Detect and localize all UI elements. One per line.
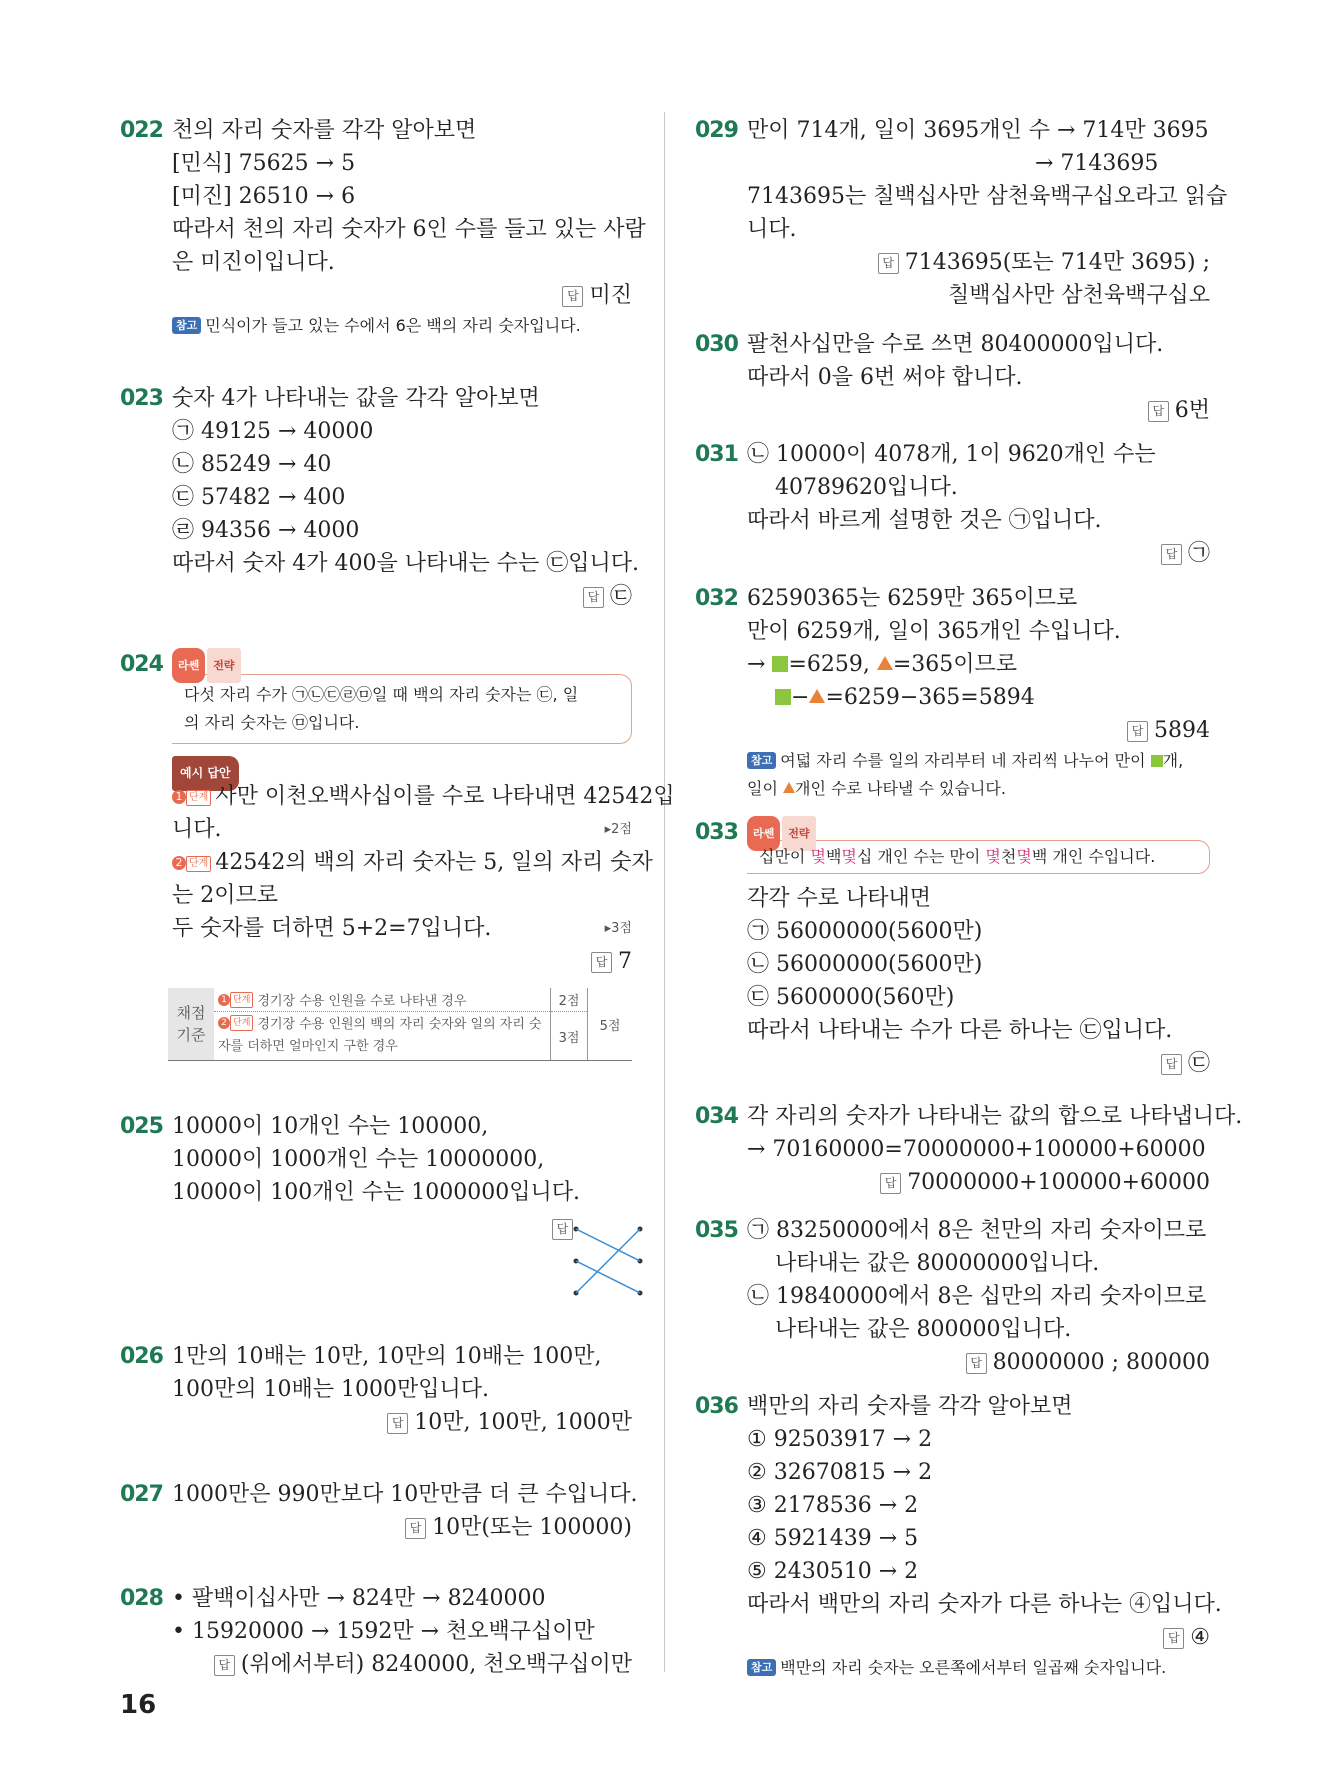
- line: 팔천사십만을 수로 쓰면 80400000입니다.: [747, 332, 1164, 357]
- answer: [747, 1621, 1210, 1654]
- example-answer-tag: 예시 답안: [172, 756, 239, 791]
- strategy-text: 몇: [841, 847, 857, 866]
- answer-value: 7143695(또는 714만 3695) ;: [904, 250, 1210, 275]
- note-tag: 참고: [172, 317, 201, 334]
- answer-mark: 답: [1148, 401, 1169, 422]
- line: ㉢ 57482 → 400: [172, 485, 346, 510]
- problem-number: 023: [120, 386, 163, 411]
- step2-line: 는 2이므로: [172, 883, 278, 908]
- line: 각 자리의 숫자가 나타내는 값의 합으로 나타냅니다.: [747, 1104, 1243, 1129]
- problem-number: 026: [120, 1344, 163, 1369]
- answer-value: 미진: [589, 283, 632, 308]
- eq-text: →: [747, 652, 773, 677]
- strategy-box: [747, 840, 1210, 874]
- answer-value: ㉢: [609, 584, 632, 609]
- orange-triangle-icon: [809, 689, 825, 703]
- answer-value: 10만, 100만, 1000만: [414, 1410, 632, 1435]
- step-label: 단계: [230, 1015, 253, 1031]
- line: 10000이 1000개인 수는 10000000,: [172, 1147, 545, 1172]
- answer: [747, 394, 1210, 427]
- note-text: 일이: [747, 779, 783, 798]
- green-square-icon: [772, 656, 788, 672]
- problem-number: 033: [695, 820, 738, 845]
- step2-text: 두 숫자를 더하면 5+2=7입니다.: [172, 916, 492, 941]
- answer-mark: 답: [405, 1518, 426, 1539]
- line: 10000이 100개인 수는 1000000입니다.: [172, 1180, 580, 1205]
- answer-mark: 답: [214, 1655, 235, 1676]
- answer-mark: 답: [1161, 1054, 1182, 1075]
- line: ㉡ 10000이 4078개, 1이 9620개인 수는: [747, 442, 1156, 467]
- problem-number: 025: [120, 1114, 163, 1139]
- line: 만이 714개, 일이 3695개인 수 → 714만 3695: [747, 118, 1209, 143]
- note-text: 개인 수로 나타낼 수 있습니다.: [795, 779, 1006, 798]
- reference-note: [747, 1654, 1210, 1682]
- line: ㉡ 19840000에서 8은 십만의 자리 숫자이므로: [747, 1284, 1207, 1309]
- answer: [172, 1648, 632, 1681]
- line: 니다.: [747, 217, 797, 242]
- matching-answer: [172, 1209, 632, 1309]
- answer-mark: 답: [552, 1219, 573, 1240]
- problem-number: 031: [695, 442, 738, 467]
- page-number: 16: [120, 1690, 157, 1720]
- line: 10000이 10개인 수는 100000,: [172, 1114, 489, 1139]
- answer-value: 6번: [1174, 398, 1210, 423]
- matching-lines-diagram: [570, 1223, 650, 1303]
- line: ⑤ 2430510 → 2: [747, 1559, 919, 1584]
- answer: [747, 714, 1210, 747]
- line: ㉣ 94356 → 4000: [172, 518, 360, 543]
- step1-points: ▸2점: [604, 822, 632, 837]
- scoring-total: 5점: [588, 988, 633, 1061]
- line: ④ 5921439 → 5: [747, 1526, 919, 1551]
- step-label: 단계: [186, 790, 211, 806]
- strategy-text: 백: [825, 847, 842, 866]
- problem-number: 032: [695, 586, 738, 611]
- line: ㉠ 49125 → 40000: [172, 419, 374, 444]
- strategy-label: 전략: [207, 648, 240, 683]
- scoring-row1-text: 경기장 수용 인원을 수로 나타낸 경우: [257, 994, 467, 1009]
- line: 따라서 바르게 설명한 것은 ㉠입니다.: [747, 508, 1102, 533]
- line: 1만의 10배는 10만, 10만의 10배는 100만,: [172, 1344, 602, 1369]
- answer-mark: 답: [1163, 1628, 1184, 1649]
- note-text: 여덟 자리 수를 일의 자리부터 네 자리씩 나누어 만이: [780, 751, 1151, 770]
- scoring-row2-points: 3점: [551, 1012, 588, 1061]
- scoring-row1: 1 단계 경기장 수용 인원을 수로 나타낸 경우: [214, 988, 551, 1012]
- step1-text: 사만 이천오백사십이를 수로 나타내면 42542입: [215, 784, 675, 809]
- answer-value: 7: [618, 949, 632, 974]
- strategy-text: 십 개인 수는 만이: [856, 847, 986, 866]
- strategy-box: [172, 674, 632, 744]
- green-square-icon: [1151, 755, 1163, 767]
- line: 나타내는 값은 80000000입니다.: [775, 1251, 1100, 1276]
- line: 62590365는 6259만 365이므로: [747, 586, 1078, 611]
- line: ㉠ 83250000에서 8은 천만의 자리 숫자이므로: [747, 1218, 1207, 1243]
- strategy-label: 전략: [782, 816, 815, 851]
- line: [민식] 75625 → 5: [172, 151, 356, 176]
- line: [미진] 26510 → 6: [172, 184, 356, 209]
- note-text: 백만의 자리 숫자는 오른쪽에서부터 일곱째 숫자입니다.: [780, 1658, 1167, 1677]
- reference-note-line2: [747, 775, 1210, 803]
- step1-text: 니다.: [172, 817, 222, 842]
- lassen-tag: 라쎈: [747, 816, 780, 851]
- step-label: 단계: [230, 992, 253, 1008]
- line: 은 미진이입니다.: [172, 250, 335, 275]
- strategy-text: 백 개인 수입니다.: [1031, 847, 1156, 866]
- step-1-icon: 1: [172, 790, 186, 804]
- problem-number: 035: [695, 1218, 738, 1243]
- strategy-line: 의 자리 숫자는 ㉤입니다.: [184, 713, 360, 732]
- answer: [172, 1511, 632, 1544]
- column-divider: [664, 112, 665, 1672]
- answer: [172, 279, 632, 312]
- problem-number: 024: [120, 652, 163, 677]
- line: ㉡ 56000000(5600만): [747, 952, 983, 977]
- eq-text: =6259,: [788, 652, 877, 677]
- lassen-tag: 라쎈: [172, 648, 205, 683]
- line: 7143695는 칠백십사만 삼천육백구십오라고 읽습: [747, 184, 1228, 209]
- answer-mark: 답: [1161, 544, 1182, 565]
- equation-line: [747, 681, 1210, 714]
- answer-value: 10만(또는 100000): [432, 1515, 632, 1540]
- line: → 70160000=70000000+100000+60000: [747, 1137, 1206, 1162]
- problem-number: 029: [695, 118, 738, 143]
- line: ① 92503917 → 2: [747, 1427, 933, 1452]
- problem-number: 036: [695, 1394, 738, 1419]
- answer-mark: 답: [878, 253, 899, 274]
- answer: [747, 1166, 1210, 1199]
- step-2-icon: 2: [172, 856, 186, 870]
- line: 1000만은 990만보다 10만만큼 더 큰 수입니다.: [172, 1482, 638, 1507]
- step2-line: [172, 912, 632, 945]
- orange-triangle-icon: [783, 782, 795, 793]
- step2-points: ▸3점: [604, 921, 632, 936]
- answer-mark: 답: [387, 1413, 408, 1434]
- line: 따라서 0을 6번 써야 합니다.: [747, 365, 1023, 390]
- problem-number: 027: [120, 1482, 163, 1507]
- answer: [172, 945, 632, 978]
- line: 40789620입니다.: [775, 475, 958, 500]
- line: 나타내는 값은 800000입니다.: [775, 1317, 1072, 1342]
- equation-line: [747, 648, 1210, 681]
- step1-line: [172, 813, 632, 846]
- reference-note: [120, 312, 632, 340]
- answer-mark: 답: [880, 1173, 901, 1194]
- answer: [747, 537, 1210, 570]
- orange-triangle-icon: [877, 656, 893, 670]
- line: ㉢ 5600000(560만): [747, 985, 955, 1010]
- strategy-line: 다섯 자리 수가 ㉠㉡㉢㉣㉤일 때 백의 자리 숫자는 ㉢, 일: [184, 685, 579, 704]
- line: • 팔백이십사만 → 824만 → 8240000: [172, 1586, 546, 1611]
- answer-value: 5894: [1154, 718, 1210, 743]
- scoring-row1-points: 2점: [551, 988, 588, 1012]
- green-square-icon: [775, 689, 791, 705]
- note-text: 민식이가 들고 있는 수에서 6은 백의 자리 숫자입니다.: [205, 316, 581, 335]
- problem-number: 022: [120, 118, 163, 143]
- line: 따라서 백만의 자리 숫자가 다른 하나는 ④입니다.: [747, 1592, 1222, 1617]
- answer-line2: 칠백십사만 삼천육백구십오: [947, 283, 1210, 308]
- problem-number: 028: [120, 1586, 163, 1611]
- answer-value: 80000000 ; 800000: [992, 1350, 1210, 1375]
- strategy-text: 몇: [985, 847, 1001, 866]
- line: ㉡ 85249 → 40: [172, 452, 332, 477]
- eq-text: =365이므로: [892, 652, 1018, 677]
- problem-number: 034: [695, 1104, 738, 1129]
- line: ③ 2178536 → 2: [747, 1493, 919, 1518]
- answer-value: ㉢: [1187, 1051, 1210, 1076]
- strategy-text: 몇: [1016, 847, 1032, 866]
- line: → 7143695: [1035, 151, 1159, 176]
- strategy-tag: [747, 816, 1210, 840]
- step-label: 단계: [186, 856, 211, 872]
- scoring-row2: 2 단계 경기장 수용 인원의 백의 자리 숫자와 일의 자리 숫자를 더하면 얼마인지 구한 경우: [214, 1012, 551, 1061]
- line: 따라서 천의 자리 숫자가 6인 수를 들고 있는 사람: [172, 217, 646, 242]
- answer-value: ④: [1190, 1625, 1210, 1650]
- answer: [172, 580, 632, 613]
- step1-line: [172, 780, 675, 813]
- answer-mark: 답: [966, 1353, 987, 1374]
- answer-mark: 답: [562, 286, 583, 307]
- note-tag: 참고: [747, 1659, 776, 1676]
- note-text: 개,: [1162, 751, 1184, 770]
- scoring-table: [168, 988, 632, 1061]
- answer-value: (위에서부터) 8240000, 천오백구십이만: [240, 1652, 632, 1677]
- line: 따라서 나타내는 수가 다른 하나는 ㉢입니다.: [747, 1018, 1173, 1043]
- line: • 15920000 → 1592만 → 천오백구십이만: [172, 1619, 595, 1644]
- answer: [747, 1047, 1210, 1080]
- answer: [747, 246, 1210, 279]
- line: 천의 자리 숫자를 각각 알아보면: [172, 118, 477, 143]
- answer-value: 70000000+100000+60000: [907, 1170, 1210, 1195]
- line: 만이 6259개, 일이 365개인 수입니다.: [747, 619, 1121, 644]
- reference-note: [747, 747, 1210, 775]
- line: ㉠ 56000000(5600만): [747, 919, 983, 944]
- answer: [747, 1346, 1210, 1379]
- answer-mark: 답: [583, 587, 604, 608]
- step2-line: [172, 846, 653, 879]
- eq-text: −: [791, 685, 810, 710]
- line: 100만의 10배는 1000만입니다.: [172, 1377, 489, 1402]
- line: 각각 수로 나타내면: [747, 886, 932, 911]
- problem-number: 030: [695, 332, 738, 357]
- strategy-text: 십만이: [759, 847, 811, 866]
- line: ② 32670815 → 2: [747, 1460, 933, 1485]
- scoring-row2-text: 경기장 수용 인원의 백의 자리 숫자와 일의 자리 숫자를 더하면 얼마인지 구한 경우: [218, 1017, 542, 1054]
- line: 백만의 자리 숫자를 각각 알아보면: [747, 1394, 1073, 1419]
- strategy-text: 천: [1000, 847, 1017, 866]
- scoring-header: 채점 기준: [168, 988, 214, 1061]
- line: 숫자 4가 나타내는 값을 각각 알아보면: [172, 386, 540, 411]
- strategy-text: 몇: [810, 847, 826, 866]
- note-tag: 참고: [747, 752, 776, 769]
- line: 따라서 숫자 4가 400을 나타내는 수는 ㉢입니다.: [172, 551, 639, 576]
- strategy-tag: [172, 648, 632, 674]
- answer-value: ㉠: [1187, 541, 1210, 566]
- step2-text: 42542의 백의 자리 숫자는 5, 일의 자리 숫자: [215, 850, 653, 875]
- answer-mark: 답: [591, 952, 612, 973]
- eq-text: =6259−365=5894: [825, 685, 1035, 710]
- answer: [172, 1406, 632, 1439]
- answer-mark: 답: [1127, 721, 1148, 742]
